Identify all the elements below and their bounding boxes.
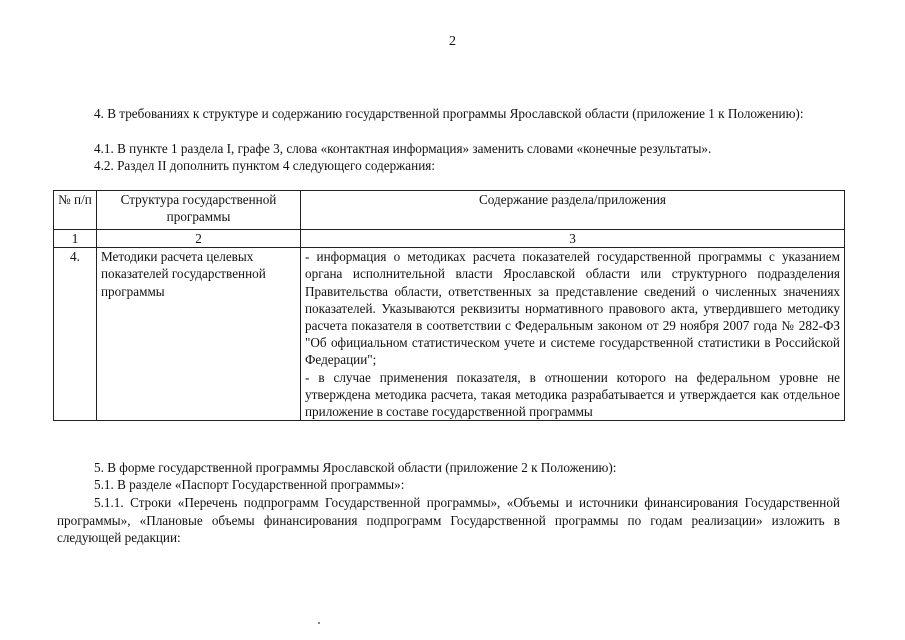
header-structure: Структура государственной программы xyxy=(97,191,301,230)
page-number: 2 xyxy=(449,34,456,49)
paragraph-5-1: 5.1. В разделе «Паспорт Государственной программы»: xyxy=(94,477,405,492)
paragraph-4-1: 4.1. В пункте 1 раздела I, графе 3, слова «контактная информация» заменить словами «конечные результаты». xyxy=(94,141,712,156)
paragraph-5: 5. В форме государственной программы Ярославской области (приложение 2 к Положению): xyxy=(94,460,617,475)
amendment-table xyxy=(53,190,845,421)
header-number: № п/п xyxy=(54,191,97,230)
scan-speck xyxy=(318,622,320,624)
row-content-item-1: - информация о методиках расчета показателей государственной программы с указанием органа исполнительной власти Ярославской области или структурного подразделения Правительства области, ответственных за представление сведений о численных значениях показателей. Указываются реквизиты нормативного правового акта, утвердившего методику расчета показателя в соответствии с Федеральным законом от 29 ноября 2007 года № 282-ФЗ "Об официальном статистическом учете и системе государственной статистики в Российской Федерации"; xyxy=(305,249,840,368)
row-number: 4. xyxy=(54,248,97,421)
table-row xyxy=(54,248,845,421)
table-column-numbers-row xyxy=(54,230,845,248)
column-number-3: 3 xyxy=(301,230,845,248)
paragraph-4: 4. В требованиях к структуре и содержанию государственной программы Ярославской области (приложение 1 к Положению): xyxy=(94,106,804,121)
column-number-1: 1 xyxy=(54,230,97,248)
table-header-row xyxy=(54,191,845,230)
paragraph-5-1-1: 5.1.1. Строки «Перечень подпрограмм Государственной программы», «Объемы и источники финансирования Государственной программы», «Плановые объемы финансирования подпрограмм Государственной программы по годам реализации» изложить в следующей редакции: xyxy=(57,495,840,545)
row-content xyxy=(301,248,845,421)
paragraph-4-2: 4.2. Раздел II дополнить пунктом 4 следующего содержания: xyxy=(94,158,435,173)
column-number-2: 2 xyxy=(97,230,301,248)
row-structure: Методики расчета целевых показателей государственной программы xyxy=(97,248,301,421)
header-content: Содержание раздела/приложения xyxy=(301,191,845,230)
row-content-item-2: - в случае применения показателя, в отношении которого на федеральном уровне не утверждена методика расчета, такая методика разрабатывается и утверждается как отдельное приложение в составе государственной программы xyxy=(305,369,840,420)
